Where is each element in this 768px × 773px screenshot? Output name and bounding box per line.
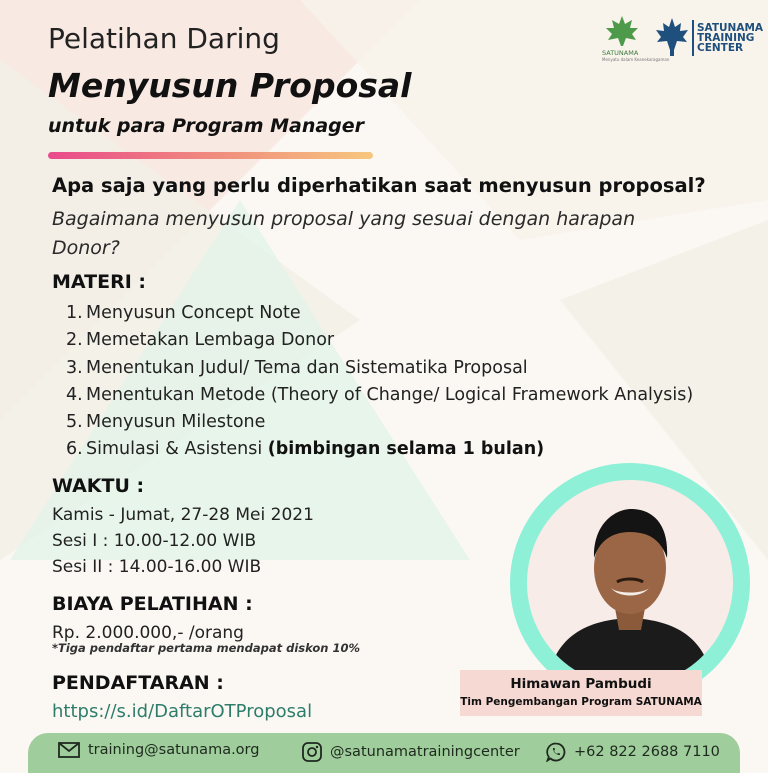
contact-footer [28, 733, 740, 773]
item-number: 5. [66, 412, 83, 433]
item-number: 1. [66, 303, 83, 323]
discount-note: *Tiga pendaftar pertama mendapat diskon 10% [52, 641, 360, 655]
title-underline [48, 152, 373, 159]
speaker-role: Tim Pengembangan Program SATUNAMA [460, 696, 702, 708]
list-item [66, 355, 693, 382]
item-number: 4. [66, 384, 83, 405]
satunama-logo-label: SATUNAMA [602, 49, 639, 57]
satunama-logo [604, 14, 640, 48]
list-item [66, 436, 693, 463]
pre-title: Pelatihan Daring [48, 22, 280, 55]
item-text: Menentukan Metode (Theory of Change/ Logical Framework Analysis) [86, 384, 694, 405]
registration-link[interactable]: https://s.id/DaftarOTProposal [52, 701, 313, 722]
whatsapp-text: +62 822 2688 7110 [574, 744, 720, 760]
event-date: Kamis - Jumat, 27-28 Mei 2021 [52, 505, 314, 525]
item-emphasis: (bimbingan selama 1 bulan) [267, 439, 545, 460]
whatsapp-icon [546, 742, 566, 762]
speaker-portrait [527, 480, 733, 686]
item-text: Menyusun Milestone [86, 412, 266, 433]
training-center-logo-label: SATUNAMA TRAINING CENTER [697, 22, 764, 54]
page-title: Menyusun Proposal [48, 66, 412, 105]
list-item [66, 409, 693, 436]
item-text: Memetakan Lembaga Donor [86, 330, 335, 351]
item-number: 2. [66, 330, 83, 351]
materi-heading: MATERI : [52, 271, 146, 293]
question-secondary: Bagaimana menyusun proposal yang sesuai dengan harapan Donor? [52, 208, 636, 259]
mail-icon [58, 742, 80, 758]
question-primary: Apa saja yang perlu diperhatikan saat menyusun proposal? [52, 174, 706, 197]
price: Rp. 2.000.000,- /orang [52, 623, 244, 643]
footer-instagram[interactable] [302, 742, 520, 762]
list-item [66, 382, 693, 409]
footer-email[interactable] [58, 742, 259, 758]
item-number: 6. [66, 439, 83, 460]
speaker-card [460, 670, 702, 716]
instagram-text: @satunamatrainingcenter [330, 744, 520, 760]
list-item [66, 327, 693, 354]
biaya-heading: BIAYA PELATIHAN : [52, 593, 253, 615]
session-one: Sesi I : 10.00-12.00 WIB [52, 531, 257, 551]
instagram-icon [302, 742, 322, 762]
waktu-heading: WAKTU : [52, 475, 145, 497]
maple-leaf-icon [655, 17, 689, 57]
email-text: training@satunama.org [88, 742, 260, 758]
list-item [66, 300, 693, 327]
logo-divider [692, 20, 694, 56]
item-text: Simulasi & Asistensi [86, 439, 268, 460]
satunama-logo-tagline: Menyatu dalam Keanekaragaman [602, 57, 670, 62]
item-number: 3. [66, 357, 83, 378]
pendaftaran-heading: PENDAFTARAN : [52, 672, 224, 694]
item-text: Menyusun Concept Note [86, 303, 301, 323]
page-subtitle: untuk para Program Manager [48, 115, 365, 137]
speaker-name: Himawan Pambudi [510, 676, 652, 692]
session-two: Sesi II : 14.00-16.00 WIB [52, 557, 262, 577]
item-text: Menentukan Judul/ Tema dan Sistematika Proposal [86, 357, 528, 378]
materi-list [66, 300, 693, 464]
speaker-photo [527, 480, 733, 686]
footer-whatsapp[interactable] [546, 742, 720, 762]
